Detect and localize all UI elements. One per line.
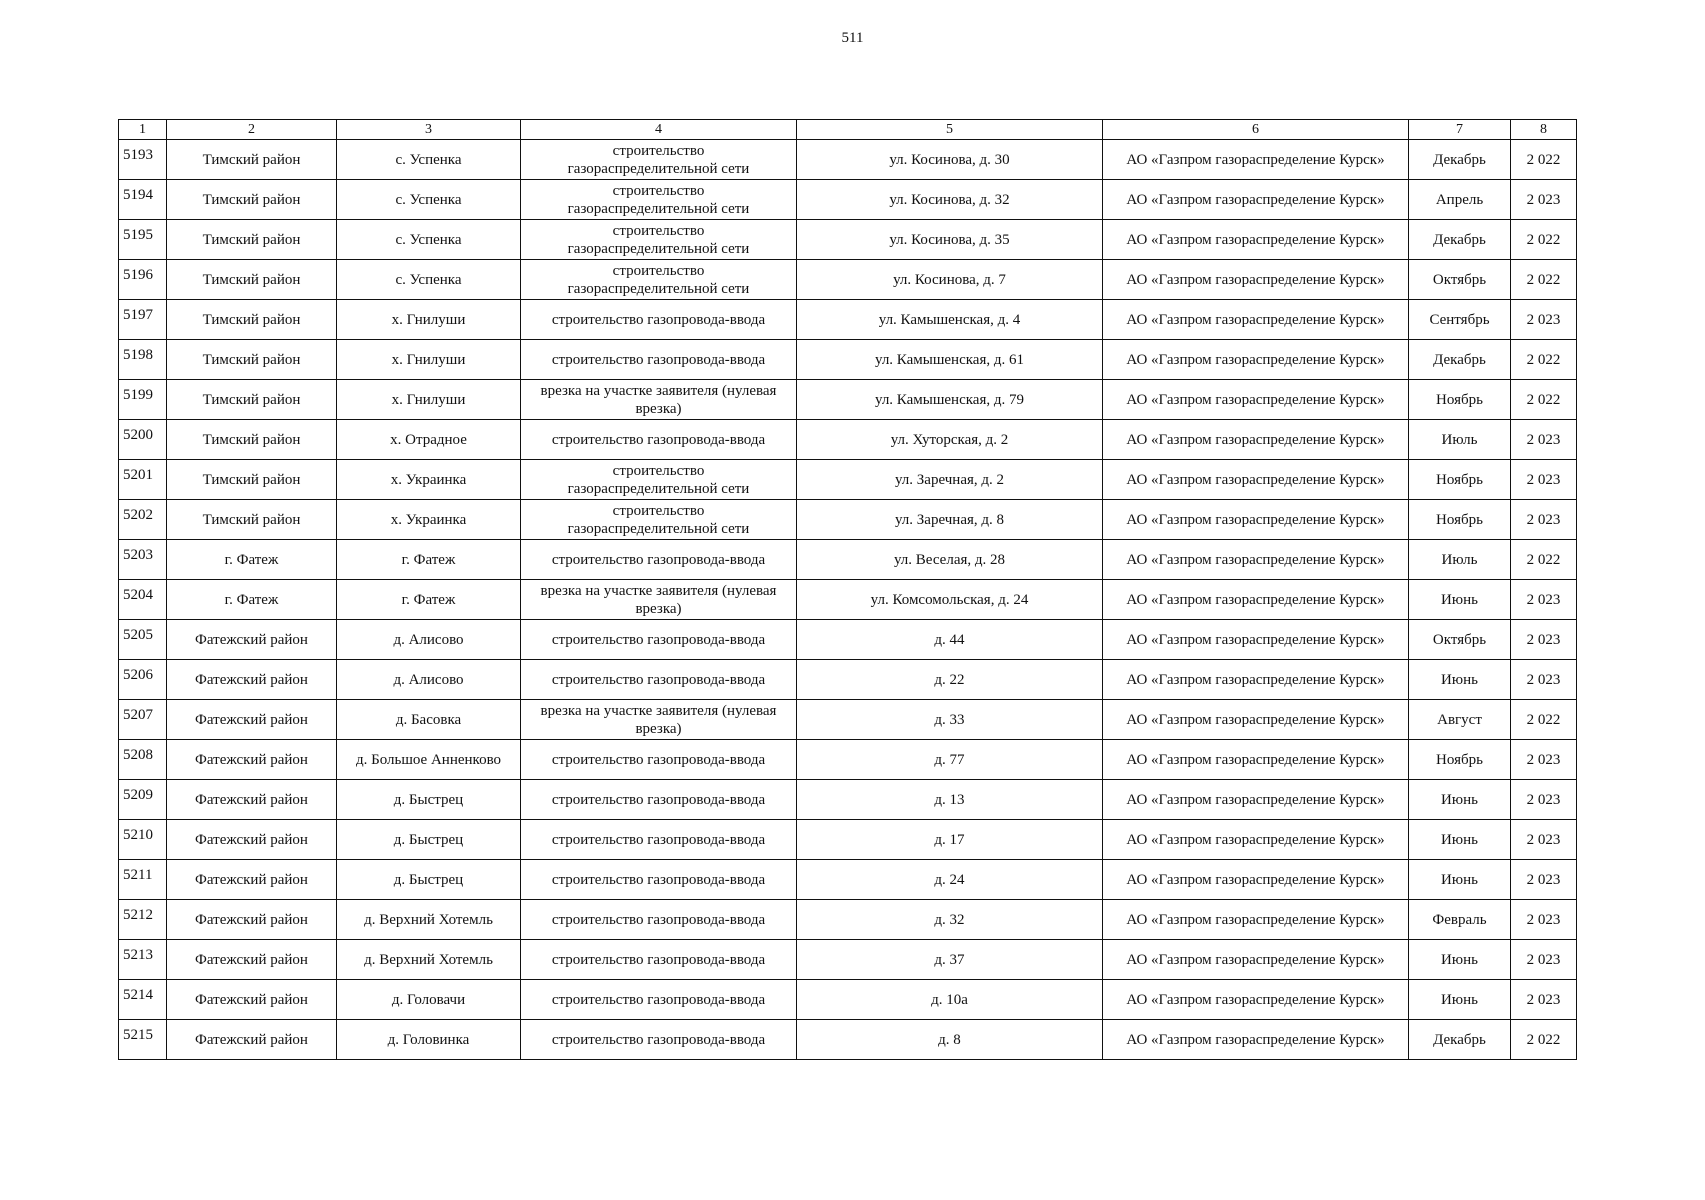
row-number-cell: 5215	[119, 1020, 167, 1060]
table-row	[119, 980, 1577, 1020]
district-cell: Тимский район	[167, 460, 337, 500]
month-cell: Июнь	[1409, 820, 1511, 860]
table-row	[119, 740, 1577, 780]
settlement-cell: х. Гнилуши	[337, 340, 521, 380]
table-row	[119, 300, 1577, 340]
district-cell: Фатежский район	[167, 620, 337, 660]
settlement-cell: д. Верхний Хотемль	[337, 940, 521, 980]
work-type-line: строительство газопровода-ввода	[551, 1031, 766, 1048]
row-number-cell: 5198	[119, 340, 167, 380]
settlement-cell: с. Успенка	[337, 220, 521, 260]
month-cell: Октябрь	[1409, 260, 1511, 300]
month-cell: Декабрь	[1409, 220, 1511, 260]
district-cell: Тимский район	[167, 340, 337, 380]
work-type-cell	[521, 1020, 797, 1060]
organization-cell: АО «Газпром газораспределение Курск»	[1103, 180, 1409, 220]
year-cell: 2 022	[1511, 220, 1577, 260]
table-row	[119, 820, 1577, 860]
row-number-cell: 5211	[119, 860, 167, 900]
address-cell: д. 10а	[797, 980, 1103, 1020]
address-cell: ул. Косинова, д. 7	[797, 260, 1103, 300]
work-type-cell	[521, 380, 797, 420]
settlement-cell: с. Успенка	[337, 260, 521, 300]
work-type-line: строительство	[612, 262, 705, 279]
table-row	[119, 460, 1577, 500]
work-type-line: врезка на участке заявителя (нулевая	[540, 702, 777, 719]
work-type-line: газораспределительной сети	[567, 520, 750, 537]
address-cell: д. 17	[797, 820, 1103, 860]
table-row	[119, 380, 1577, 420]
month-cell: Июнь	[1409, 660, 1511, 700]
address-cell: ул. Заречная, д. 8	[797, 500, 1103, 540]
table-body	[119, 140, 1577, 1060]
year-cell: 2 023	[1511, 820, 1577, 860]
settlement-cell: д. Алисово	[337, 660, 521, 700]
address-cell: д. 13	[797, 780, 1103, 820]
gasification-table	[118, 119, 1577, 1060]
district-cell: Фатежский район	[167, 820, 337, 860]
organization-cell: АО «Газпром газораспределение Курск»	[1103, 860, 1409, 900]
month-cell: Сентябрь	[1409, 300, 1511, 340]
work-type-line: газораспределительной сети	[567, 200, 750, 217]
month-cell: Июнь	[1409, 940, 1511, 980]
month-cell: Декабрь	[1409, 1020, 1511, 1060]
row-number-cell: 5206	[119, 660, 167, 700]
work-type-line: строительство газопровода-ввода	[551, 671, 766, 688]
work-type-line: газораспределительной сети	[567, 280, 750, 297]
district-cell: Тимский район	[167, 180, 337, 220]
work-type-line: строительство газопровода-ввода	[551, 791, 766, 808]
work-type-line: строительство газопровода-ввода	[551, 551, 766, 568]
district-cell: г. Фатеж	[167, 580, 337, 620]
district-cell: Тимский район	[167, 500, 337, 540]
address-cell: ул. Косинова, д. 35	[797, 220, 1103, 260]
organization-cell: АО «Газпром газораспределение Курск»	[1103, 580, 1409, 620]
settlement-cell: г. Фатеж	[337, 580, 521, 620]
row-number-cell: 5214	[119, 980, 167, 1020]
work-type-line: газораспределительной сети	[567, 480, 750, 497]
settlement-cell: д. Головачи	[337, 980, 521, 1020]
settlement-cell: д. Басовка	[337, 700, 521, 740]
district-cell: Тимский район	[167, 420, 337, 460]
organization-cell: АО «Газпром газораспределение Курск»	[1103, 260, 1409, 300]
month-cell: Июнь	[1409, 980, 1511, 1020]
district-cell: Тимский район	[167, 380, 337, 420]
year-cell: 2 023	[1511, 300, 1577, 340]
row-number-cell: 5199	[119, 380, 167, 420]
work-type-cell	[521, 580, 797, 620]
work-type-cell	[521, 620, 797, 660]
table-row	[119, 500, 1577, 540]
year-cell: 2 022	[1511, 340, 1577, 380]
work-type-cell	[521, 780, 797, 820]
settlement-cell: д. Быстрец	[337, 820, 521, 860]
table-row	[119, 860, 1577, 900]
month-cell: Декабрь	[1409, 340, 1511, 380]
organization-cell: АО «Газпром газораспределение Курск»	[1103, 700, 1409, 740]
row-number-cell: 5208	[119, 740, 167, 780]
work-type-cell	[521, 940, 797, 980]
column-header: 6	[1103, 120, 1409, 140]
address-cell: ул. Заречная, д. 2	[797, 460, 1103, 500]
table-row	[119, 580, 1577, 620]
organization-cell: АО «Газпром газораспределение Курск»	[1103, 140, 1409, 180]
work-type-cell	[521, 300, 797, 340]
work-type-line: строительство газопровода-ввода	[551, 991, 766, 1008]
district-cell: Фатежский район	[167, 980, 337, 1020]
work-type-cell	[521, 340, 797, 380]
row-number-cell: 5209	[119, 780, 167, 820]
year-cell: 2 022	[1511, 380, 1577, 420]
year-cell: 2 022	[1511, 1020, 1577, 1060]
settlement-cell: с. Успенка	[337, 180, 521, 220]
month-cell: Июнь	[1409, 580, 1511, 620]
year-cell: 2 023	[1511, 660, 1577, 700]
row-number-cell: 5195	[119, 220, 167, 260]
column-header: 3	[337, 120, 521, 140]
work-type-line: строительство газопровода-ввода	[551, 351, 766, 368]
year-cell: 2 023	[1511, 780, 1577, 820]
row-number-cell: 5205	[119, 620, 167, 660]
month-cell: Ноябрь	[1409, 740, 1511, 780]
column-header: 7	[1409, 120, 1511, 140]
month-cell: Декабрь	[1409, 140, 1511, 180]
work-type-cell	[521, 740, 797, 780]
row-number-cell: 5201	[119, 460, 167, 500]
row-number-cell: 5196	[119, 260, 167, 300]
month-cell: Октябрь	[1409, 620, 1511, 660]
organization-cell: АО «Газпром газораспределение Курск»	[1103, 620, 1409, 660]
row-number-cell: 5207	[119, 700, 167, 740]
year-cell: 2 023	[1511, 940, 1577, 980]
work-type-cell	[521, 860, 797, 900]
work-type-line: строительство газопровода-ввода	[551, 431, 766, 448]
year-cell: 2 023	[1511, 860, 1577, 900]
settlement-cell: х. Гнилуши	[337, 300, 521, 340]
table-row	[119, 220, 1577, 260]
work-type-cell	[521, 820, 797, 860]
district-cell: Тимский район	[167, 260, 337, 300]
district-cell: Фатежский район	[167, 660, 337, 700]
row-number-cell: 5197	[119, 300, 167, 340]
address-cell: д. 37	[797, 940, 1103, 980]
settlement-cell: д. Быстрец	[337, 780, 521, 820]
work-type-cell	[521, 700, 797, 740]
organization-cell: АО «Газпром газораспределение Курск»	[1103, 460, 1409, 500]
organization-cell: АО «Газпром газораспределение Курск»	[1103, 820, 1409, 860]
settlement-cell: с. Успенка	[337, 140, 521, 180]
district-cell: Фатежский район	[167, 740, 337, 780]
work-type-cell	[521, 500, 797, 540]
month-cell: Июнь	[1409, 860, 1511, 900]
row-number-cell: 5202	[119, 500, 167, 540]
month-cell: Ноябрь	[1409, 380, 1511, 420]
work-type-cell	[521, 180, 797, 220]
table-row	[119, 340, 1577, 380]
year-cell: 2 023	[1511, 980, 1577, 1020]
row-number-cell: 5210	[119, 820, 167, 860]
row-number-cell: 5212	[119, 900, 167, 940]
table-row	[119, 420, 1577, 460]
district-cell: Фатежский район	[167, 780, 337, 820]
work-type-line: врезка)	[635, 720, 682, 737]
settlement-cell: д. Головинка	[337, 1020, 521, 1060]
row-number-cell: 5193	[119, 140, 167, 180]
year-cell: 2 023	[1511, 460, 1577, 500]
settlement-cell: д. Верхний Хотемль	[337, 900, 521, 940]
table-row	[119, 540, 1577, 580]
address-cell: д. 33	[797, 700, 1103, 740]
address-cell: ул. Хуторская, д. 2	[797, 420, 1103, 460]
district-cell: Фатежский район	[167, 700, 337, 740]
address-cell: д. 32	[797, 900, 1103, 940]
work-type-cell	[521, 540, 797, 580]
address-cell: д. 77	[797, 740, 1103, 780]
work-type-cell	[521, 900, 797, 940]
table-row	[119, 1020, 1577, 1060]
organization-cell: АО «Газпром газораспределение Курск»	[1103, 300, 1409, 340]
organization-cell: АО «Газпром газораспределение Курск»	[1103, 1020, 1409, 1060]
table-row	[119, 780, 1577, 820]
organization-cell: АО «Газпром газораспределение Курск»	[1103, 540, 1409, 580]
row-number-cell: 5200	[119, 420, 167, 460]
header-row	[119, 120, 1577, 140]
address-cell: ул. Косинова, д. 32	[797, 180, 1103, 220]
organization-cell: АО «Газпром газораспределение Курск»	[1103, 980, 1409, 1020]
year-cell: 2 023	[1511, 500, 1577, 540]
month-cell: Ноябрь	[1409, 460, 1511, 500]
work-type-cell	[521, 660, 797, 700]
month-cell: Июль	[1409, 540, 1511, 580]
district-cell: Фатежский район	[167, 1020, 337, 1060]
work-type-line: строительство	[612, 502, 705, 519]
organization-cell: АО «Газпром газораспределение Курск»	[1103, 900, 1409, 940]
table-row	[119, 940, 1577, 980]
work-type-line: строительство газопровода-ввода	[551, 311, 766, 328]
settlement-cell: х. Украинка	[337, 500, 521, 540]
year-cell: 2 023	[1511, 620, 1577, 660]
settlement-cell: д. Большое Анненково	[337, 740, 521, 780]
district-cell: Фатежский район	[167, 940, 337, 980]
month-cell: Июль	[1409, 420, 1511, 460]
organization-cell: АО «Газпром газораспределение Курск»	[1103, 220, 1409, 260]
work-type-cell	[521, 220, 797, 260]
work-type-line: строительство газопровода-ввода	[551, 951, 766, 968]
work-type-line: строительство газопровода-ввода	[551, 751, 766, 768]
year-cell: 2 023	[1511, 740, 1577, 780]
address-cell: ул. Камышенская, д. 61	[797, 340, 1103, 380]
year-cell: 2 022	[1511, 260, 1577, 300]
column-header: 8	[1511, 120, 1577, 140]
page-number: 511	[841, 30, 864, 46]
month-cell: Август	[1409, 700, 1511, 740]
table-row	[119, 140, 1577, 180]
district-cell: Тимский район	[167, 140, 337, 180]
settlement-cell: д. Быстрец	[337, 860, 521, 900]
table-row	[119, 260, 1577, 300]
work-type-line: строительство газопровода-ввода	[551, 831, 766, 848]
row-number-cell: 5194	[119, 180, 167, 220]
year-cell: 2 022	[1511, 140, 1577, 180]
work-type-line: строительство газопровода-ввода	[551, 911, 766, 928]
organization-cell: АО «Газпром газораспределение Курск»	[1103, 740, 1409, 780]
table-row	[119, 700, 1577, 740]
work-type-cell	[521, 460, 797, 500]
table-row	[119, 620, 1577, 660]
work-type-cell	[521, 420, 797, 460]
address-cell: ул. Комсомольская, д. 24	[797, 580, 1103, 620]
row-number-cell: 5204	[119, 580, 167, 620]
district-cell: Фатежский район	[167, 860, 337, 900]
work-type-line: врезка)	[635, 400, 682, 417]
address-cell: д. 24	[797, 860, 1103, 900]
address-cell: ул. Косинова, д. 30	[797, 140, 1103, 180]
address-cell: д. 22	[797, 660, 1103, 700]
address-cell: ул. Камышенская, д. 4	[797, 300, 1103, 340]
row-number-cell: 5203	[119, 540, 167, 580]
organization-cell: АО «Газпром газораспределение Курск»	[1103, 660, 1409, 700]
address-cell: ул. Камышенская, д. 79	[797, 380, 1103, 420]
year-cell: 2 022	[1511, 700, 1577, 740]
work-type-line: строительство газопровода-ввода	[551, 631, 766, 648]
column-header: 5	[797, 120, 1103, 140]
work-type-line: газораспределительной сети	[567, 160, 750, 177]
year-cell: 2 022	[1511, 540, 1577, 580]
address-cell: д. 8	[797, 1020, 1103, 1060]
settlement-cell: д. Алисово	[337, 620, 521, 660]
district-cell: г. Фатеж	[167, 540, 337, 580]
work-type-cell	[521, 980, 797, 1020]
district-cell: Тимский район	[167, 220, 337, 260]
month-cell: Ноябрь	[1409, 500, 1511, 540]
work-type-line: строительство газопровода-ввода	[551, 871, 766, 888]
settlement-cell: х. Гнилуши	[337, 380, 521, 420]
column-header: 1	[119, 120, 167, 140]
settlement-cell: х. Украинка	[337, 460, 521, 500]
organization-cell: АО «Газпром газораспределение Курск»	[1103, 340, 1409, 380]
year-cell: 2 023	[1511, 180, 1577, 220]
work-type-line: врезка на участке заявителя (нулевая	[540, 582, 777, 599]
organization-cell: АО «Газпром газораспределение Курск»	[1103, 500, 1409, 540]
organization-cell: АО «Газпром газораспределение Курск»	[1103, 940, 1409, 980]
year-cell: 2 023	[1511, 580, 1577, 620]
district-cell: Фатежский район	[167, 900, 337, 940]
year-cell: 2 023	[1511, 900, 1577, 940]
work-type-line: строительство	[612, 182, 705, 199]
work-type-line: строительство	[612, 142, 705, 159]
column-header: 2	[167, 120, 337, 140]
year-cell: 2 023	[1511, 420, 1577, 460]
month-cell: Апрель	[1409, 180, 1511, 220]
settlement-cell: г. Фатеж	[337, 540, 521, 580]
address-cell: ул. Веселая, д. 28	[797, 540, 1103, 580]
organization-cell: АО «Газпром газораспределение Курск»	[1103, 780, 1409, 820]
settlement-cell: х. Отрадное	[337, 420, 521, 460]
work-type-cell	[521, 260, 797, 300]
column-header: 4	[521, 120, 797, 140]
month-cell: Февраль	[1409, 900, 1511, 940]
table-row	[119, 900, 1577, 940]
organization-cell: АО «Газпром газораспределение Курск»	[1103, 420, 1409, 460]
work-type-line: врезка на участке заявителя (нулевая	[540, 382, 777, 399]
work-type-line: строительство	[612, 462, 705, 479]
work-type-cell	[521, 140, 797, 180]
organization-cell: АО «Газпром газораспределение Курск»	[1103, 380, 1409, 420]
row-number-cell: 5213	[119, 940, 167, 980]
table-row	[119, 660, 1577, 700]
month-cell: Июнь	[1409, 780, 1511, 820]
district-cell: Тимский район	[167, 300, 337, 340]
work-type-line: строительство	[612, 222, 705, 239]
work-type-line: газораспределительной сети	[567, 240, 750, 257]
table-row	[119, 180, 1577, 220]
work-type-line: врезка)	[635, 600, 682, 617]
address-cell: д. 44	[797, 620, 1103, 660]
